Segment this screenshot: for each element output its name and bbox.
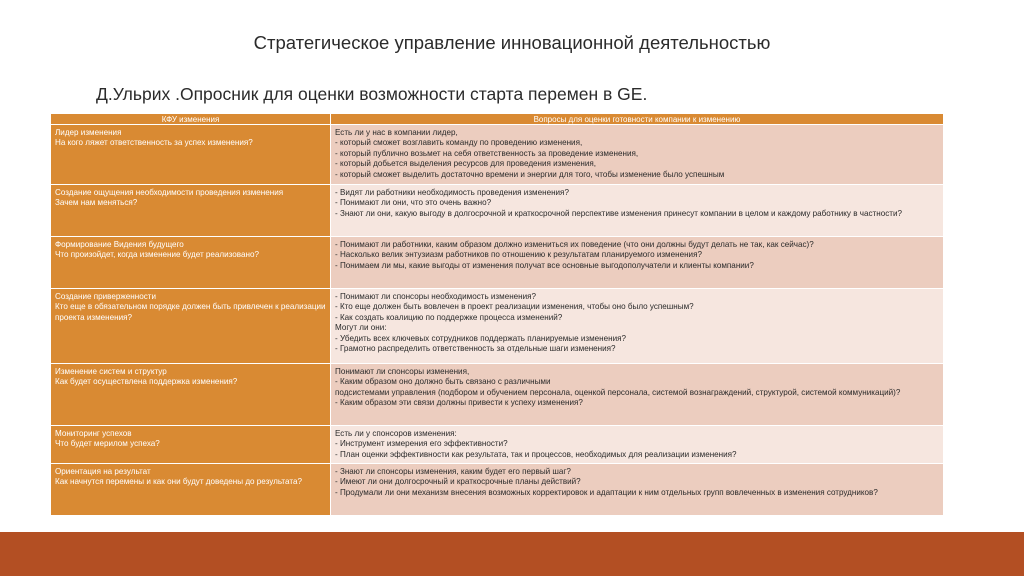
row-questions-cell — [331, 464, 944, 516]
table-header-row — [51, 114, 944, 125]
table-row — [51, 426, 944, 464]
factor-title: Создание приверженности — [55, 292, 157, 301]
factor-title: Лидер изменения — [55, 128, 122, 137]
question-line: - Знают ли спонсоры изменения, каким будет его первый шаг? — [335, 467, 571, 476]
row-questions-cell — [331, 185, 944, 237]
table-row — [51, 464, 944, 516]
question-line: - Понимают ли работники, каким образом должно измениться их поведение (что они должны будут делать не так, как сейчас)? — [335, 240, 814, 249]
questionnaire-table — [50, 113, 944, 516]
question-line: - Грамотно распределить ответственность за отдельные шаги изменения? — [335, 344, 616, 354]
factor-question: Что произойдет, когда изменение будет реализовано? — [55, 250, 259, 260]
row-questions-cell — [331, 289, 944, 364]
factor-question: Как будет осуществлена поддержка изменения? — [55, 377, 238, 387]
factor-title: Мониторинг успехов — [55, 429, 132, 438]
factor-title: Ориентация на результат — [55, 467, 151, 476]
question-line: - Убедить всех ключевых сотрудников поддержать планируемые изменения? — [335, 333, 627, 343]
row-factor-cell — [51, 125, 331, 185]
question-line: подсистемами управления (подбором и обучением персонала, оценкой персонала, системой вознаграждений, структурой, системой коммуникаций)? — [335, 387, 901, 397]
question-line: - Продумали ли они механизм внесения возможных корректировок и адаптации к ним отдельных групп вовлеченных в изменения сотрудников? — [335, 487, 878, 497]
question-line: - который добьется выделения ресурсов для проведения изменения, — [335, 159, 597, 169]
question-line: Есть ли у спонсоров изменения: — [335, 429, 457, 438]
question-line: Понимают ли спонсоры изменения, — [335, 367, 470, 376]
bottom-accent-bar — [0, 532, 1024, 576]
factor-question: На кого ляжет ответственность за успех изменения? — [55, 138, 253, 148]
row-questions-cell — [331, 426, 944, 464]
factor-question: Зачем нам меняться? — [55, 198, 138, 208]
question-line: - который публично возьмет на себя ответственность за проведение изменения, — [335, 148, 639, 158]
question-line: - Понимают ли спонсоры необходимость изменения? — [335, 292, 537, 301]
table-row — [51, 364, 944, 426]
row-questions-cell — [331, 125, 944, 185]
page-subtitle: Д.Ульрих .Опросник для оценки возможности старта перемен в GE. — [96, 84, 648, 104]
question-line: - Как создать коалицию по поддержке процесса изменений? — [335, 312, 563, 322]
factor-title: Создание ощущения необходимости проведения изменения — [55, 188, 284, 197]
page-title: Стратегическое управление инновационной деятельностью — [253, 32, 771, 53]
question-line: - Видят ли работники необходимость проведения изменения? — [335, 188, 569, 197]
column-header-questions: Вопросы для оценки готовности компании к изменению — [331, 114, 944, 125]
row-factor-cell — [51, 289, 331, 364]
table-row — [51, 125, 944, 185]
row-factor-cell — [51, 364, 331, 426]
column-header-kfu: КФУ изменения — [51, 114, 331, 125]
factor-title: Изменение систем и структур — [55, 367, 167, 376]
factor-title: Формирование Видения будущего — [55, 240, 184, 249]
question-line: - План оценки эффективности как результата, так и процессов, необходимых для реализации изменения? — [335, 449, 737, 459]
row-factor-cell — [51, 185, 331, 237]
row-factor-cell — [51, 237, 331, 289]
question-line: - Имеют ли они долгосрочный и краткосрочные планы действий? — [335, 477, 581, 487]
question-line: - Знают ли они, какую выгоду в долгосрочной и краткосрочной перспективе изменения принесут компании в целом и каждому работнику в частности? — [335, 208, 902, 218]
factor-question: Что будет мерилом успеха? — [55, 439, 160, 449]
question-line: - Каким образом эти связи должны привести к успеху изменения? — [335, 398, 583, 408]
question-line: - Понимают ли они, что это очень важно? — [335, 198, 492, 208]
question-line: - Понимаем ли мы, какие выгоды от изменения получат все основные выгодополучатели и клиенты компании? — [335, 260, 754, 270]
question-line: - Инструмент измерения его эффективности? — [335, 439, 508, 449]
question-line: Есть ли у нас в компании лидер, — [335, 128, 458, 137]
row-questions-cell — [331, 364, 944, 426]
row-questions-cell — [331, 237, 944, 289]
row-factor-cell — [51, 464, 331, 516]
factor-question: Кто еще в обязательном порядке должен быть привлечен к реализации проекта изменения? — [55, 302, 326, 322]
question-line: - Насколько велик энтузиазм работников по отношению к результатам планируемого изменения? — [335, 250, 702, 260]
table-row — [51, 237, 944, 289]
question-line: - который сможет выделить достаточно времени и энергии для того, чтобы изменение было успешным — [335, 169, 725, 179]
question-line: Могут ли они: — [335, 323, 387, 333]
question-line: - Кто еще должен быть вовлечен в проект реализации изменения, чтобы оно было успешным? — [335, 302, 694, 312]
question-line: - который сможет возглавить команду по проведению изменения, — [335, 138, 583, 148]
factor-question: Как начнутся перемены и как они будут доведены до результата? — [55, 477, 302, 487]
row-factor-cell — [51, 426, 331, 464]
table-row — [51, 185, 944, 237]
question-line: - Каким образом оно должно быть связано с различными — [335, 377, 551, 387]
table-row — [51, 289, 944, 364]
